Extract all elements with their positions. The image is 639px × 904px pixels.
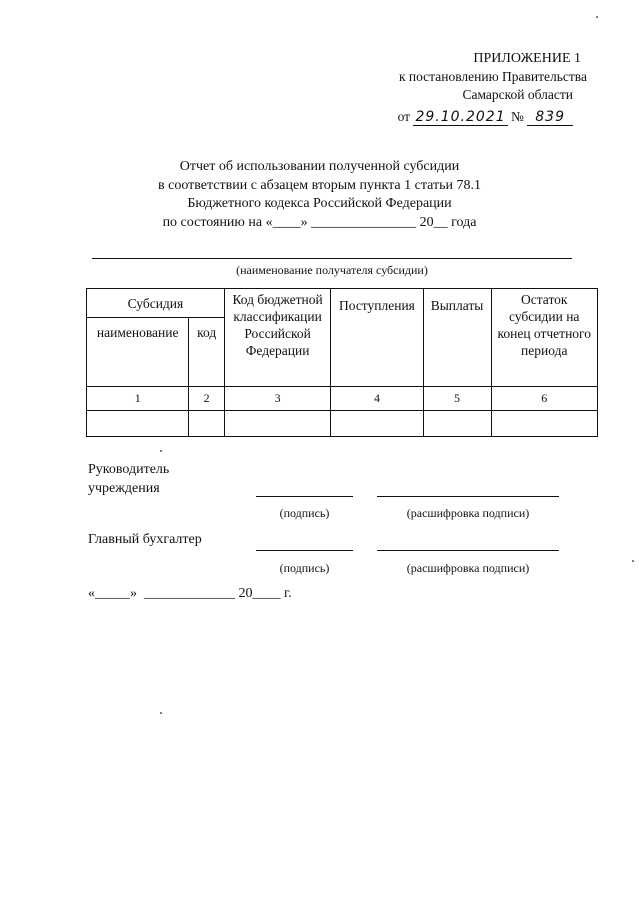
accountant-sign-caption: (подпись) xyxy=(279,561,330,575)
resolution-date: 29.10.2021 xyxy=(415,109,506,125)
head-sign-caption: (подпись) xyxy=(279,506,330,520)
col-name-header: наименование xyxy=(87,318,189,387)
col-num-6: 6 xyxy=(491,387,598,411)
col-payments-header: Выплаты xyxy=(423,289,491,387)
recipient-caption: (наименование получателя субсидии) xyxy=(236,263,428,277)
col-code-header: код xyxy=(189,318,224,387)
appendix-date-line xyxy=(398,108,573,126)
appendix-line-1: к постановлению Правительства xyxy=(398,69,587,84)
report-title-line-4: по состоянию на «____» _______________ 20__ года xyxy=(162,214,477,230)
col-budget-code-header: Код бюджетной классификации Российской Федерации xyxy=(224,289,330,387)
head-label-line-1: Руководитель xyxy=(88,462,170,477)
head-decode-line xyxy=(377,496,559,497)
scan-speck xyxy=(596,16,598,18)
col-num-5: 5 xyxy=(423,387,491,411)
scan-speck xyxy=(160,450,162,452)
number-sign: № xyxy=(511,109,524,124)
empty-data-row xyxy=(87,411,598,437)
col-num-1: 1 xyxy=(87,387,189,411)
head-decode-caption: (расшифровка подписи) xyxy=(406,506,530,520)
empty-cell xyxy=(189,411,224,437)
report-title-line-2: в соответствии с абзацем вторым пункта 1 статьи 78.1 xyxy=(158,177,481,193)
appendix-block xyxy=(398,50,587,126)
col-receipts-header: Поступления xyxy=(331,289,423,387)
accountant-signature-line xyxy=(256,550,353,551)
scan-speck xyxy=(160,712,162,714)
empty-cell xyxy=(331,411,423,437)
head-signature-line xyxy=(256,496,353,497)
col-num-4: 4 xyxy=(331,387,423,411)
accountant-label: Главный бухгалтер xyxy=(88,532,202,547)
resolution-number: 839 xyxy=(527,109,573,126)
col-subsidy-header: Субсидия xyxy=(87,289,225,318)
head-label-line-2: учреждения xyxy=(88,481,160,496)
col-num-2: 2 xyxy=(189,387,224,411)
empty-cell xyxy=(491,411,598,437)
col-num-3: 3 xyxy=(224,387,330,411)
signing-date-line: «_____» _____________ 20____ г. xyxy=(88,586,292,601)
accountant-decode-line xyxy=(377,550,559,551)
appendix-line-2: Самарской области xyxy=(462,87,573,102)
recipient-line xyxy=(92,258,572,259)
accountant-decode-caption: (расшифровка подписи) xyxy=(406,561,530,575)
report-title xyxy=(0,158,639,232)
date-prefix: от xyxy=(397,109,411,124)
empty-cell xyxy=(423,411,491,437)
report-title-line-3: Бюджетного кодекса Российской Федерации xyxy=(187,196,452,211)
report-table xyxy=(86,288,598,437)
scan-speck xyxy=(632,560,634,562)
appendix-title: ПРИЛОЖЕНИЕ 1 xyxy=(473,51,581,66)
head-label xyxy=(88,460,169,498)
empty-cell xyxy=(224,411,330,437)
col-balance-header: Остаток субсидии на конец отчетного периода xyxy=(491,289,598,387)
report-title-line-1: Отчет об использовании полученной субсидии xyxy=(179,159,460,174)
empty-cell xyxy=(87,411,189,437)
